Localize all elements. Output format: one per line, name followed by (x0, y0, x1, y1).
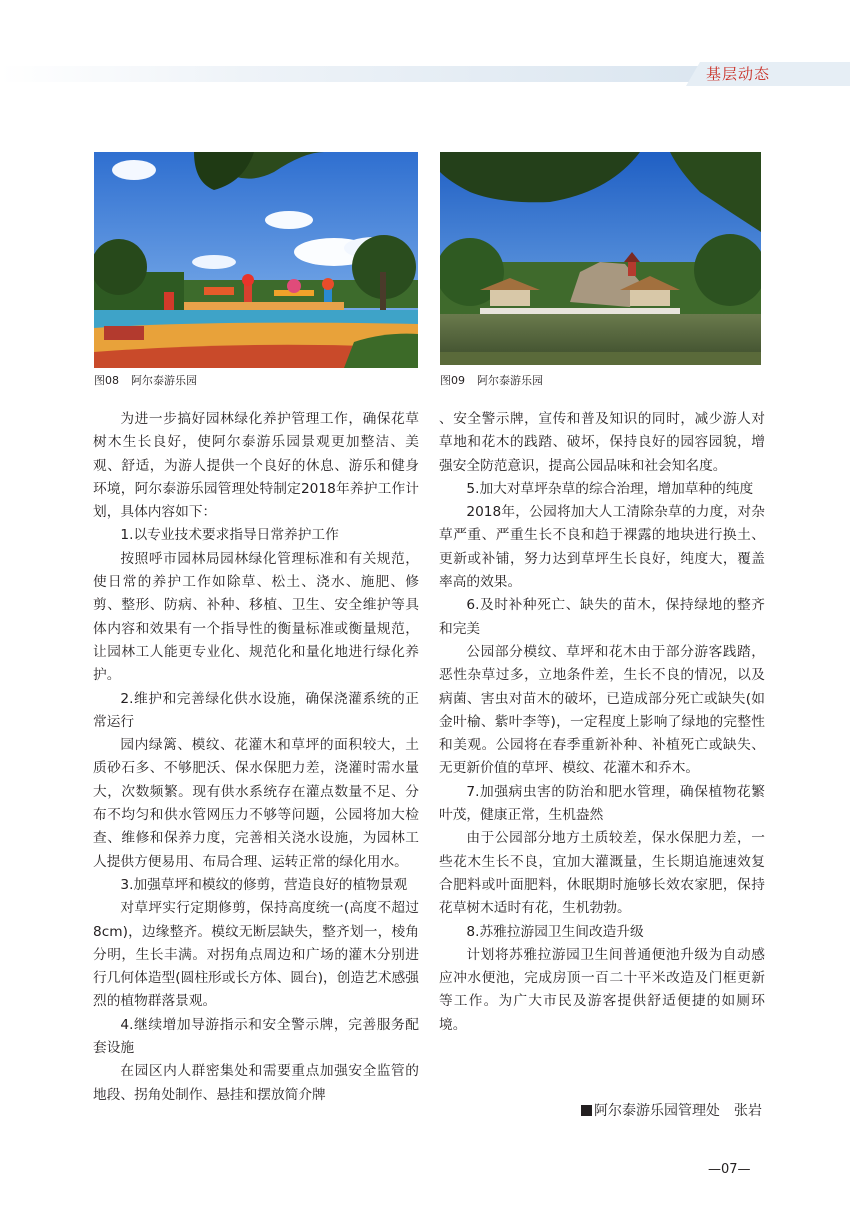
figure-09-caption (440, 374, 543, 388)
paragraph: 由于公园部分地方土质较差，保水保肥力差，一些花木生长不良，宜加大灌溉量，生长期追施速效复合肥料或叶面肥料，休眠期时施够长效农家肥，保持花草树木适时有花，生机勃勃。 (439, 830, 765, 917)
paragraph: 对草坪实行定期修剪，保持高度统一(高度不超过8cm)，边缘整齐。模纹无断层缺失，整齐划一，棱角分明，生长丰满。对拐角点周边和广场的灌木分别进行几何体造型(圆柱形或长方体、圆台)，创造艺术感强烈的植物群落景观。 (93, 900, 419, 1010)
figure-08-photo (94, 152, 418, 368)
section-heading: 2.维护和完善绿化供水设施，确保浇灌系统的正常运行 (93, 690, 419, 730)
section-heading: 3.加强草坪和模纹的修剪，营造良好的植物景观 (120, 876, 408, 893)
paragraph: 园内绿篱、模纹、花灌木和草坪的面积较大，土质砂石多、不够肥沃、保水保肥力差，浇灌时需水量大，次数频繁。现有供水系统存在灌点数量不足、分布不均匀和供水管网压力不够等问题，公园将加大检查、维修和保养力度，完善相关浇水设施，为园林工人提供方便易用、布局合理、运转正常的绿化用水。 (93, 737, 419, 870)
section-heading: 1.以专业技术要求指导日常养护工作 (120, 527, 339, 544)
section-heading: 6.及时补种死亡、缺失的苗木，保持绿地的整齐和完美 (439, 597, 765, 637)
paragraph: 公园部分模纹、草坪和花木由于部分游客践踏，恶性杂草过多，立地条件差，生长不良的情况，以及病菌、害虫对苗木的破坏，已造成部分死亡或缺失(如金叶榆、紫叶李等)，一定程度上影响了绿地的完整性和美观。公园将在春季重新补种、补植死亡或缺失、无更新价值的草坪、模纹、花灌木和乔木。 (439, 643, 765, 777)
figure-09-number: 图09 (440, 374, 465, 387)
paragraph: 按照呼市园林局园林绿化管理标准和有关规范，使日常的养护工作如除草、松土、浇水、施肥、修剪、整形、防病、补种、移植、卫生、安全维护等具体内容和效果有一个指导性的衡量标准或衡量规范，让园林工人能更专业化、规范化和量化地进行绿化养护。 (93, 550, 419, 684)
paragraph: 计划将苏雅拉游园卫生间普通便池升级为自动感应冲水便池，完成房顶一百二十平米改造及门框更新等工作。为广大市民及游客提供舒适便捷的如厕环境。 (439, 946, 765, 1033)
figure-09-photo (440, 152, 761, 365)
byline-author: 张岩 (734, 1103, 762, 1119)
page-number: —07— (708, 1162, 751, 1177)
square-bullet-icon (581, 1105, 592, 1116)
left-column (93, 408, 419, 1107)
section-heading: 4.继续增加导游指示和安全警示牌，完善服务配套设施 (93, 1016, 419, 1057)
figure-08-caption (94, 374, 197, 388)
paragraph: 为进一步搞好园林绿化养护管理工作，确保花草树木生长良好，使阿尔泰游乐园景观更加整洁、美观、舒适，为游人提供一个良好的休息、游乐和健身环境，阿尔泰游乐园管理处特制定2018年养护工作计划，具体内容如下： (93, 411, 419, 521)
section-label: 基层动态 (706, 65, 771, 83)
paragraph-continued: 、安全警示牌，宣传和普及知识的同时，减少游人对草地和花木的践踏、破坏，保持良好的园容园貌，增强安全防范意识，提高公园品味和社会知名度。 (439, 411, 765, 474)
header-band (0, 66, 700, 82)
byline-org: 阿尔泰游乐园管理处 (594, 1103, 720, 1119)
paragraph: 2018年，公园将加大人工清除杂草的力度，对杂草严重、严重生长不良和趋于裸露的地块进行换土、更新或补铺，努力达到草坪生长良好，纯度大，覆盖率高的效果。 (439, 504, 765, 591)
paragraph: 在园区内人群密集处和需要重点加强安全监管的地段、拐角处制作、悬挂和摆放简介牌 (93, 1063, 419, 1103)
figure-08-number: 图08 (94, 374, 119, 387)
section-heading: 5.加大对草坪杂草的综合治理，增加草种的纯度 (466, 480, 754, 497)
section-heading: 8.苏雅拉游园卫生间改造升级 (466, 923, 644, 940)
figure-09-text: 阿尔泰游乐园 (477, 374, 543, 387)
right-column (439, 408, 765, 1037)
section-heading: 7.加强病虫害的防治和肥水管理，确保植物花繁叶茂，健康正常，生机盎然 (439, 783, 765, 824)
figure-08-text: 阿尔泰游乐园 (131, 374, 197, 387)
byline (581, 1101, 762, 1121)
